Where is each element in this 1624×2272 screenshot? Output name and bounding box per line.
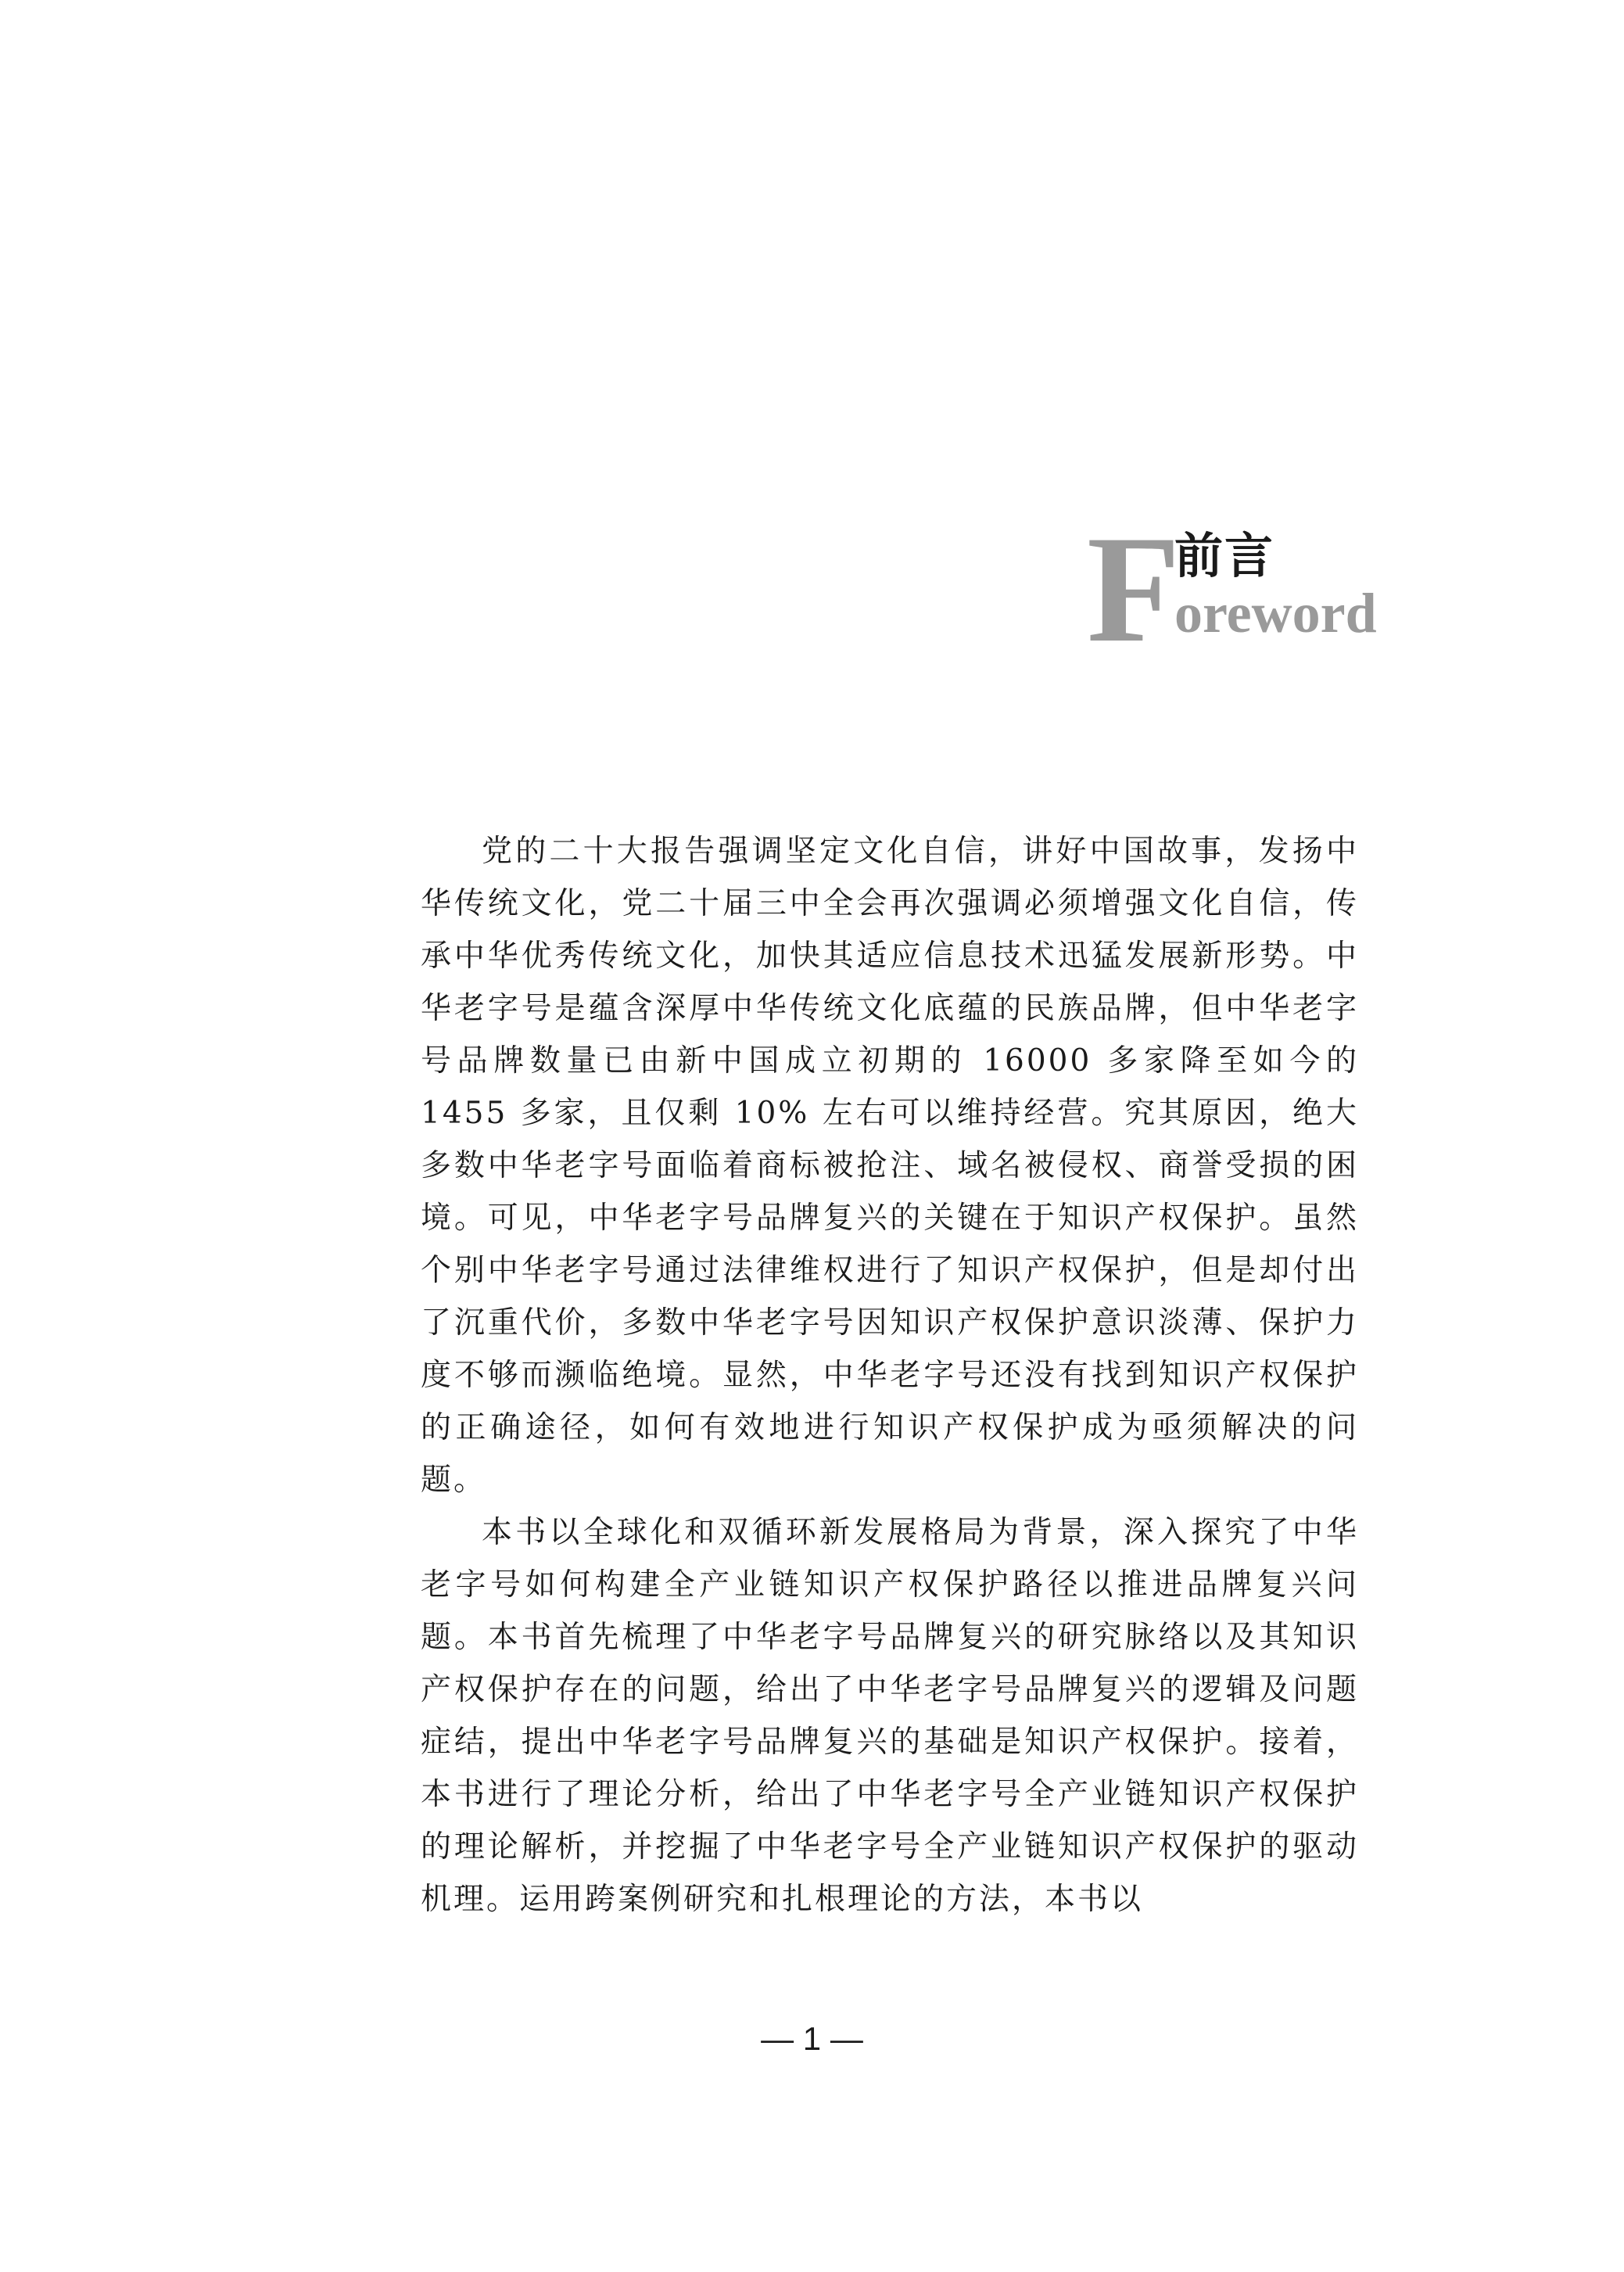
paragraph-1: 党的二十大报告强调坚定文化自信，讲好中国故事，发扬中华传统文化，党二十届三中全会再次强调必须增强文化自信，传承中华优秀传统文化，加快其适应信息技术迅猛发展新形势。中华老字号是蕴含深厚中华传统文化底蕴的民族品牌，但中华老字号品牌数量已由新中国成立初期的 16000 多家降至如今的 1455 多家，且仅剩 10% 左右可以维持经营。究其原因，绝大多数中华老字号面临着商标被抢注、域名被侵权、商誉受损的困境。可见，中华老字号品牌复兴的关键在于知识产权保护。虽然个别中华老字号通过法律维权进行了知识产权保护，但是却付出了沉重代价，多数中华老字号因知识产权保护意识淡薄、保护力度不够而濒临绝境。显然，中华老字号还没有找到知识产权保护的正确途径，如何有效地进行知识产权保护成为亟须解决的问题。: [421, 834, 1359, 1498]
page-number: — 1 —: [761, 2020, 863, 2057]
heading-initial: F: [1087, 504, 1181, 674]
chapter-title: 前言: [1174, 527, 1275, 584]
paragraph-2: 本书以全球化和双循环新发展格局为背景，深入探究了中华老字号如何构建全产业链知识产权保护路径以推进品牌复兴问题。本书首先梳理了中华老字号品牌复兴的研究脉络以及其知识产权保护存在的问题，给出了中华老字号品牌复兴的逻辑及问题症结，提出中华老字号品牌复兴的基础是知识产权保护。接着，本书进行了理论分析，给出了中华老字号全产业链知识产权保护的理论解析，并挖掘了中华老字号全产业链知识产权保护的驱动机理。运用跨案例研究和扎根理论的方法，本书以: [421, 1515, 1359, 1917]
chapter-heading: [1087, 504, 1377, 674]
body-text: [421, 825, 1359, 1926]
chapter-title-english: oreword: [1174, 582, 1377, 644]
